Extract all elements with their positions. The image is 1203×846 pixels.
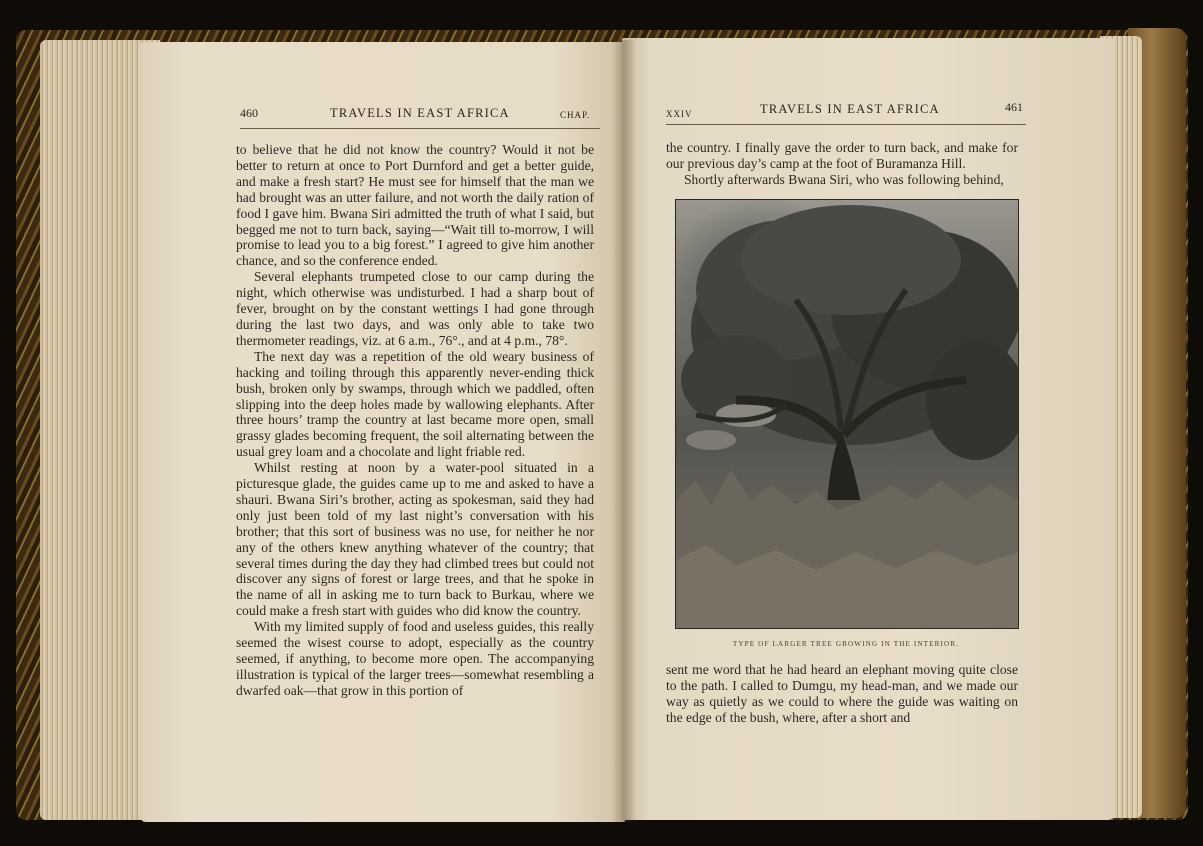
right-page-number: 461 [1005, 100, 1023, 114]
left-chapter-mark: CHAP. [560, 110, 591, 120]
paragraph: The next day was a repetition of the old weary business of hacking and toiling through this apparently never-ending thick bush, broken only by swamps, through which we paddled, often slipping into the deep holes made by wallowing elephants. After three hours’ tramp the country at last became more open, small grassy glades becoming frequent, the soil alternating between the usual grey loam and a chocolate and light friable red. [236, 348, 594, 460]
tree-photograph-icon [675, 199, 1019, 629]
book-gutter [612, 40, 636, 822]
paragraph: Shortly afterwards Bwana Siri, who was following behind, [684, 171, 1004, 187]
paragraph: sent me word that he had heard an elephant moving quite close to the path. I called to Dumgu, my head-man, and we made our way as quietly as we could to where the guide was waiting on the edge of the bush, where, after a short and [666, 662, 1018, 725]
left-header-rule [240, 128, 600, 129]
left-page-number: 460 [240, 106, 258, 120]
right-running-title: TRAVELS IN EAST AFRICA [760, 102, 940, 116]
paragraph: With my limited supply of food and useless guides, this really seemed the wisest course to adopt, especially as the country seemed, if anything, to become more open. The accompanying illustration is typical of the larger trees—somewhat resembling a dwarfed oak—that grow in this portion of [236, 619, 594, 698]
right-page-top-body [666, 140, 1018, 188]
paragraph: Whilst resting at noon by a water-pool situated in a picturesque glade, the guides came up to me and asked to have a shauri. Bwana Siri’s brother, acting as spokesman, said they had only just been told of my last night’s conversation with his brother; that this sort of business was no use, for neither he nor any of the others knew anything whatever of the country; that several times during the day they had climbed trees but could not discover any signs of forest or large trees, and that he spoke in the name of all in asking me to turn back to Burkau, where we could make a fresh start with guides who did know the country. [236, 460, 594, 619]
paragraph: to believe that he did not know the country? Would it not be better to return at once to Port Durnford and get a better guide, and make a fresh start? He must see for himself that the man we had brought was an utter failure, and not worth the daily ration of food I gave him. Bwana Siri admitted the truth of what I said, but begged me not to turn back, saying—“Wait till to-morrow, I will promise to lead you to a big forest.” I agreed to give him another chance, and so the conference ended. [236, 142, 594, 269]
paragraph: the country. I finally gave the order to turn back, and make for our previous day’s camp at the foot of Buramanza Hill. [666, 140, 1018, 171]
right-header-rule [666, 124, 1026, 125]
right-page-bottom-body [666, 662, 1018, 726]
paragraph: Several elephants trumpeted close to our camp during the night, which otherwise was undisturbed. I had a sharp bout of fever, brought on by the constant wettings I had gone through during the last two days, and was only able to take two thermometer readings, viz. at 6 a.m., 76°., and at 4 p.m., 78°. [236, 269, 594, 348]
left-page-body [236, 142, 594, 699]
figure-caption: TYPE OF LARGER TREE GROWING IN THE INTERIOR. [732, 640, 960, 648]
left-running-title: TRAVELS IN EAST AFRICA [330, 106, 510, 120]
right-chapter-mark: XXIV [666, 109, 693, 119]
